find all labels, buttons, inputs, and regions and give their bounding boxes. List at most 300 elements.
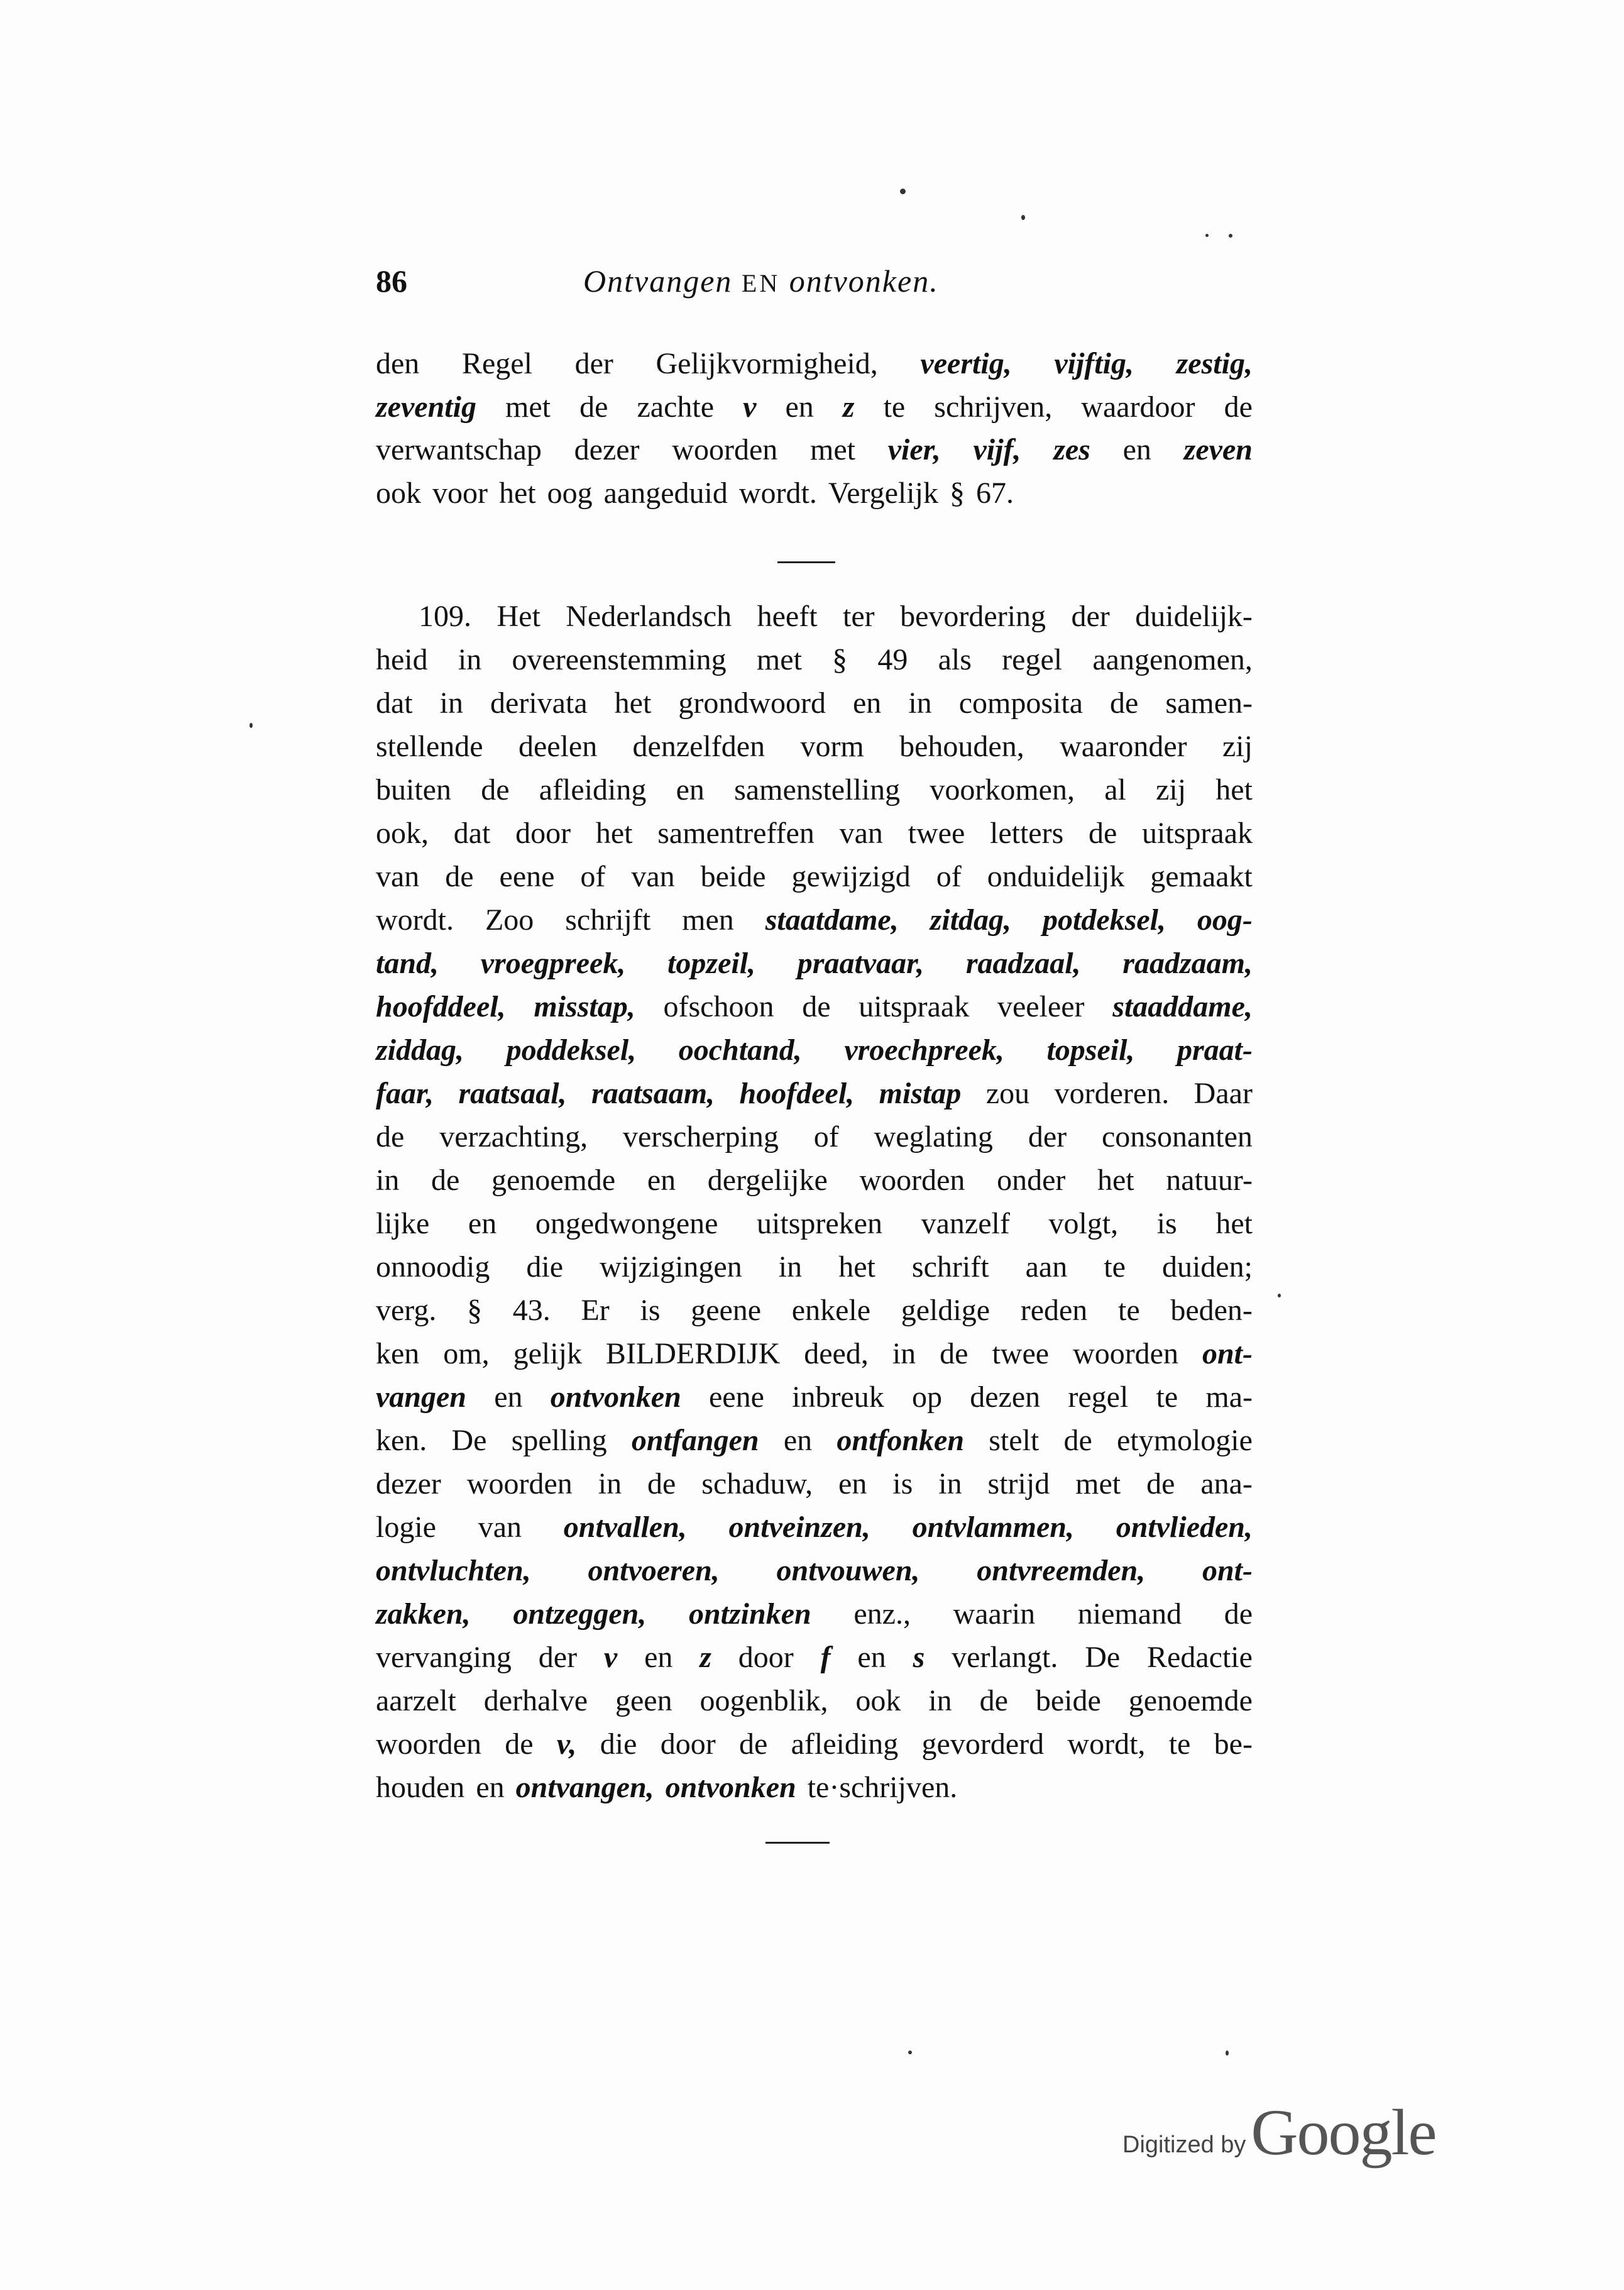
word: vroegpreek, [480, 947, 626, 980]
word: is [640, 1294, 661, 1327]
word: veeleer [997, 990, 1085, 1023]
word: natuur- [1166, 1164, 1253, 1197]
word: heeft [757, 600, 818, 633]
text-line [376, 1419, 1253, 1462]
word: ontvlammen, [912, 1511, 1074, 1544]
word: Regel [461, 347, 532, 380]
word: beide [1035, 1684, 1101, 1717]
word: oochtand, [678, 1033, 802, 1067]
word: schaduw, [701, 1467, 813, 1500]
word: ont- [1202, 1554, 1253, 1587]
text-line [376, 1028, 1253, 1072]
word: de [738, 1727, 768, 1761]
word: en [644, 1641, 673, 1674]
word: waardoor [1081, 390, 1195, 424]
word: onder [997, 1164, 1066, 1197]
word: zeventig [376, 390, 476, 424]
word: regel [1002, 643, 1063, 676]
word: houden [376, 1771, 465, 1804]
word: met [1075, 1467, 1121, 1500]
word: ook, [376, 817, 429, 850]
word: eene [499, 860, 555, 893]
word: § [467, 1294, 483, 1327]
word: uitspreken [757, 1207, 882, 1240]
text-line [376, 1592, 1253, 1636]
word: de [940, 1337, 968, 1370]
running-header [376, 263, 1268, 313]
word: ontfangen [631, 1424, 759, 1457]
word: de [647, 1467, 676, 1500]
word: vijftig, [1054, 347, 1134, 380]
word: ontvonken [550, 1380, 681, 1414]
word: dat [376, 686, 413, 720]
word: dezen [970, 1380, 1041, 1414]
text-line [376, 595, 1253, 638]
word: z [700, 1641, 711, 1674]
word: staatdame, [765, 903, 899, 937]
word: aarzelt [376, 1684, 456, 1717]
word: woorden [859, 1164, 965, 1197]
word: de [1110, 686, 1139, 720]
word: woorden [672, 433, 778, 467]
word: het [614, 686, 652, 720]
word: de [1063, 1424, 1092, 1457]
scan-speck [908, 2051, 912, 2054]
word: buiten [376, 773, 451, 806]
word: inbreuk [792, 1380, 884, 1414]
word: samenstelling [734, 773, 901, 806]
text-line [376, 343, 1253, 386]
word: woorden [1073, 1337, 1178, 1370]
word: de [1089, 817, 1117, 850]
word: enz., [853, 1597, 911, 1631]
word: het [1215, 773, 1253, 806]
running-title-mid: EN [741, 269, 781, 297]
word: der [574, 347, 613, 380]
word: te [883, 390, 906, 424]
word: derhalve [483, 1684, 588, 1717]
paragraph-1 [376, 343, 1253, 515]
google-logo: Google [1251, 2096, 1436, 2169]
word: deelen [518, 730, 598, 763]
word: de [1146, 1467, 1175, 1500]
word: te [1156, 1380, 1178, 1414]
word: ken. [376, 1424, 427, 1457]
word: ontvangen, [515, 1771, 654, 1804]
word: ken [376, 1337, 420, 1370]
word: de [1224, 1597, 1253, 1631]
word: genoemde [1128, 1684, 1253, 1717]
word: veertig, [920, 347, 1012, 380]
paragraph-109 [376, 595, 1253, 1809]
word: in [938, 1467, 962, 1500]
word: vijf, [973, 433, 1021, 467]
scan-speck [900, 189, 906, 194]
word: geene [691, 1294, 762, 1327]
word: 49 [877, 643, 908, 676]
word: der [1071, 600, 1110, 633]
word: men [682, 903, 734, 937]
word: poddeksel, [506, 1033, 637, 1067]
word: staaddame, [1112, 990, 1253, 1023]
word: de [1224, 390, 1253, 424]
text-line [376, 725, 1253, 768]
word: het [498, 476, 536, 510]
word: v [603, 1641, 618, 1674]
word: verlangt. [952, 1641, 1058, 1674]
word: het [595, 817, 633, 850]
text-line [376, 768, 1253, 812]
word: de [481, 773, 510, 806]
text-line [376, 1072, 1253, 1115]
word: in [376, 1164, 400, 1197]
text-line [376, 386, 1253, 429]
word: behouden, [899, 730, 1024, 763]
word: vorm [800, 730, 864, 763]
word: onduidelijk [987, 860, 1125, 893]
section-divider-1 [777, 561, 835, 563]
text-line [376, 638, 1253, 681]
word: schrijft [565, 903, 651, 937]
word: § [949, 476, 965, 510]
word: Daar [1193, 1077, 1253, 1110]
text-line [376, 812, 1253, 855]
word: zachte [637, 390, 715, 424]
word: of [936, 860, 962, 893]
word: die [600, 1727, 637, 1761]
word: der [538, 1641, 578, 1674]
word: f [820, 1641, 831, 1674]
word: in [598, 1467, 622, 1500]
text-line [376, 681, 1253, 725]
word: de [505, 1727, 534, 1761]
word: en [838, 1467, 867, 1500]
word: verzachting, [439, 1120, 588, 1153]
word: ook [855, 1684, 901, 1717]
running-title-left: Ontvangen [583, 263, 733, 299]
word: raadzaam, [1122, 947, 1253, 980]
word: De [1085, 1641, 1121, 1674]
word: zakken, [376, 1597, 471, 1631]
word: raatsaal, [458, 1077, 567, 1110]
scan-speck [250, 723, 253, 728]
word: ontvreemden, [977, 1554, 1146, 1587]
word: onnoodig [376, 1250, 490, 1284]
text-line [376, 1506, 1253, 1549]
word: wordt, [1067, 1727, 1146, 1761]
word: bevordering [900, 600, 1046, 633]
word: te [1168, 1727, 1191, 1761]
text-line [376, 1289, 1253, 1332]
word: overeenstemming [512, 643, 727, 676]
word: niemand [1077, 1597, 1182, 1631]
word: geen [615, 1684, 672, 1717]
word: dezer [574, 433, 640, 467]
scan-speck [1021, 215, 1025, 220]
word: het [1097, 1164, 1134, 1197]
word: potdeksel, [1043, 903, 1166, 937]
word: vanzelf [921, 1207, 1010, 1240]
scan-speck [1205, 234, 1209, 237]
word: 109. [419, 600, 471, 633]
text-line [376, 942, 1253, 985]
word: ontfonken [837, 1424, 965, 1457]
scan-speck [1229, 234, 1232, 238]
word: stellende [376, 730, 483, 763]
word: v, [556, 1727, 577, 1761]
word: Vergelijk [828, 476, 938, 510]
word: be- [1214, 1727, 1253, 1761]
word: der [1028, 1120, 1067, 1153]
word: gemaakt [1150, 860, 1253, 893]
word: Redactie [1147, 1641, 1253, 1674]
word: logie [376, 1511, 436, 1544]
word: als [938, 643, 972, 676]
word: met [756, 643, 802, 676]
word: afleiding [539, 773, 647, 806]
word: ofschoon [663, 990, 774, 1023]
word: in [439, 686, 464, 720]
word: vangen [376, 1380, 466, 1414]
word: ontvouwen, [776, 1554, 920, 1587]
word: oog [547, 476, 593, 510]
section-divider-2 [765, 1842, 830, 1844]
word: uitspraak [859, 990, 970, 1023]
word: stelt [989, 1424, 1040, 1457]
digitized-by-google-watermark [1122, 2095, 1436, 2170]
word: duiden; [1161, 1250, 1253, 1284]
word: topseil, [1046, 1033, 1135, 1067]
text-line [376, 429, 1253, 472]
word: ontzeggen, [513, 1597, 647, 1631]
word: spelling [511, 1424, 607, 1457]
word: wordt. [738, 476, 817, 510]
word: de [445, 860, 474, 893]
word: Zoo [485, 903, 534, 937]
word: weglating [874, 1120, 993, 1153]
word: voorkomen, [930, 773, 1075, 806]
word: te [1117, 1294, 1140, 1327]
word: grondwoord [678, 686, 826, 720]
word: raadzaal, [965, 947, 1081, 980]
word: Nederlandsch [566, 600, 732, 633]
word: het [1215, 1207, 1253, 1240]
word: in [458, 643, 482, 676]
page-number: 86 [376, 263, 407, 299]
word: samen- [1165, 686, 1253, 720]
word: met [810, 433, 855, 467]
word: zij [1156, 773, 1187, 806]
word: faar, [376, 1077, 434, 1110]
text-line [376, 1159, 1253, 1202]
word: gelijk [513, 1337, 582, 1370]
word: § [832, 643, 848, 676]
word: beden- [1170, 1294, 1253, 1327]
text-line [376, 898, 1253, 942]
word: in [778, 1250, 803, 1284]
word: de [376, 1120, 405, 1153]
word: aangenomen, [1092, 643, 1253, 676]
running-title-right: ontvonken. [789, 263, 939, 299]
word: den [376, 347, 420, 380]
word: en [857, 1641, 886, 1674]
text-line [376, 855, 1253, 898]
word: van [839, 817, 883, 850]
word: lijke [376, 1207, 430, 1240]
word: praat- [1177, 1033, 1253, 1067]
word: door [660, 1727, 716, 1761]
word: De [451, 1424, 487, 1457]
text-line [376, 1549, 1253, 1592]
word: verg. [376, 1294, 437, 1327]
word: van [478, 1511, 522, 1544]
text-line [376, 1115, 1253, 1159]
word: en [853, 686, 882, 720]
word: en [676, 773, 705, 806]
word: ontveinzen, [728, 1511, 870, 1544]
word: zestig, [1176, 347, 1253, 380]
word: wijzigingen [600, 1250, 742, 1284]
word: gewijzigd [791, 860, 911, 893]
word: z [842, 390, 855, 424]
word: vorderen. [1054, 1077, 1170, 1110]
word: genoemde [491, 1164, 616, 1197]
word: composita [958, 686, 1084, 720]
word: twee [992, 1337, 1050, 1370]
word: en [494, 1380, 523, 1414]
word: te [1104, 1250, 1126, 1284]
word: consonanten [1102, 1120, 1253, 1153]
word: ma- [1205, 1380, 1253, 1414]
text-line [376, 1636, 1253, 1679]
text-line [376, 472, 1253, 515]
running-title [583, 263, 939, 299]
word: misstap, [534, 990, 635, 1023]
word: zitdag, [930, 903, 1012, 937]
word: ongedwongene [535, 1207, 718, 1240]
word: Gelijkvormigheid, [656, 347, 878, 380]
word: zou [985, 1077, 1030, 1110]
word: samentreffen [657, 817, 815, 850]
word: 67. [975, 476, 1014, 510]
word: denzelfden [632, 730, 765, 763]
word: schrift [911, 1250, 989, 1284]
word: waaronder [1060, 730, 1187, 763]
word: die [526, 1250, 564, 1284]
word: woorden [466, 1467, 573, 1500]
word: zeven [1183, 433, 1253, 467]
word: in [928, 1684, 952, 1717]
word: v [743, 390, 757, 424]
word: of [813, 1120, 839, 1153]
word: ontvonken [665, 1771, 796, 1804]
word: raatsaam, [591, 1077, 715, 1110]
word: en [1122, 433, 1151, 467]
word: de [979, 1684, 1008, 1717]
word: dergelijke [707, 1164, 828, 1197]
word: door [515, 817, 571, 850]
word: woorden [376, 1727, 481, 1761]
word: afleiding [791, 1727, 899, 1761]
word: waarin [953, 1597, 1036, 1631]
word: mistap [879, 1077, 962, 1110]
word: wordt. [376, 903, 454, 937]
word: door [738, 1641, 794, 1674]
word: aan [1025, 1250, 1068, 1284]
word: en [783, 1424, 813, 1457]
word: om, [443, 1337, 490, 1370]
word: ontvlieden, [1116, 1511, 1253, 1544]
word: reden [1020, 1294, 1088, 1327]
word: de [579, 390, 608, 424]
word: ook [376, 476, 421, 510]
word: en [476, 1771, 505, 1804]
word: van [376, 860, 420, 893]
word: BILDERDIJK [605, 1337, 781, 1370]
word: en [785, 390, 814, 424]
word: heid [376, 643, 428, 676]
word: eene [709, 1380, 764, 1414]
word: vroechpreek, [844, 1033, 1004, 1067]
word: ont- [1202, 1337, 1253, 1370]
word: op [911, 1380, 942, 1414]
word: ter [843, 600, 875, 633]
word: schrijven, [934, 390, 1053, 424]
word: twee [908, 817, 965, 850]
word: hoofdeel, [739, 1077, 855, 1110]
word: verwantschap [376, 433, 542, 467]
word: ontvluchten, [376, 1554, 531, 1587]
watermark-prefix: Digitized by [1122, 2132, 1246, 2158]
word: letters [989, 817, 1064, 850]
word: derivata [490, 686, 588, 720]
word: en [468, 1207, 497, 1240]
word: van [631, 860, 675, 893]
word: etymologie [1116, 1424, 1253, 1457]
word: Het [497, 600, 540, 633]
word: het [838, 1250, 875, 1284]
scan-speck [1226, 2051, 1229, 2056]
word: aangeduid [603, 476, 728, 510]
word: ontvallen, [563, 1511, 687, 1544]
scan-speck [1278, 1294, 1281, 1297]
text-line [376, 1462, 1253, 1506]
text-line [376, 985, 1253, 1028]
word: ana- [1200, 1467, 1253, 1500]
word: vier, [887, 433, 941, 467]
word: te·schrijven. [807, 1771, 958, 1804]
word: oog- [1197, 903, 1253, 937]
text-line [376, 1679, 1253, 1722]
word: voor [432, 476, 488, 510]
text-line [376, 1722, 1253, 1766]
word: ontvoeren, [588, 1554, 720, 1587]
word: oogenblik, [700, 1684, 828, 1717]
word: praatvaar, [797, 947, 924, 980]
word: regel [1068, 1380, 1129, 1414]
word: deed, [804, 1337, 869, 1370]
word: met [505, 390, 551, 424]
text-line [376, 1766, 1253, 1809]
word: al [1104, 773, 1126, 806]
word: ziddag, [376, 1033, 464, 1067]
word: strijd [987, 1467, 1050, 1500]
word: volgt, [1048, 1207, 1119, 1240]
text-line [376, 1202, 1253, 1245]
text-line [376, 1245, 1253, 1289]
word: de [431, 1164, 460, 1197]
word: uitspraak [1142, 817, 1253, 850]
